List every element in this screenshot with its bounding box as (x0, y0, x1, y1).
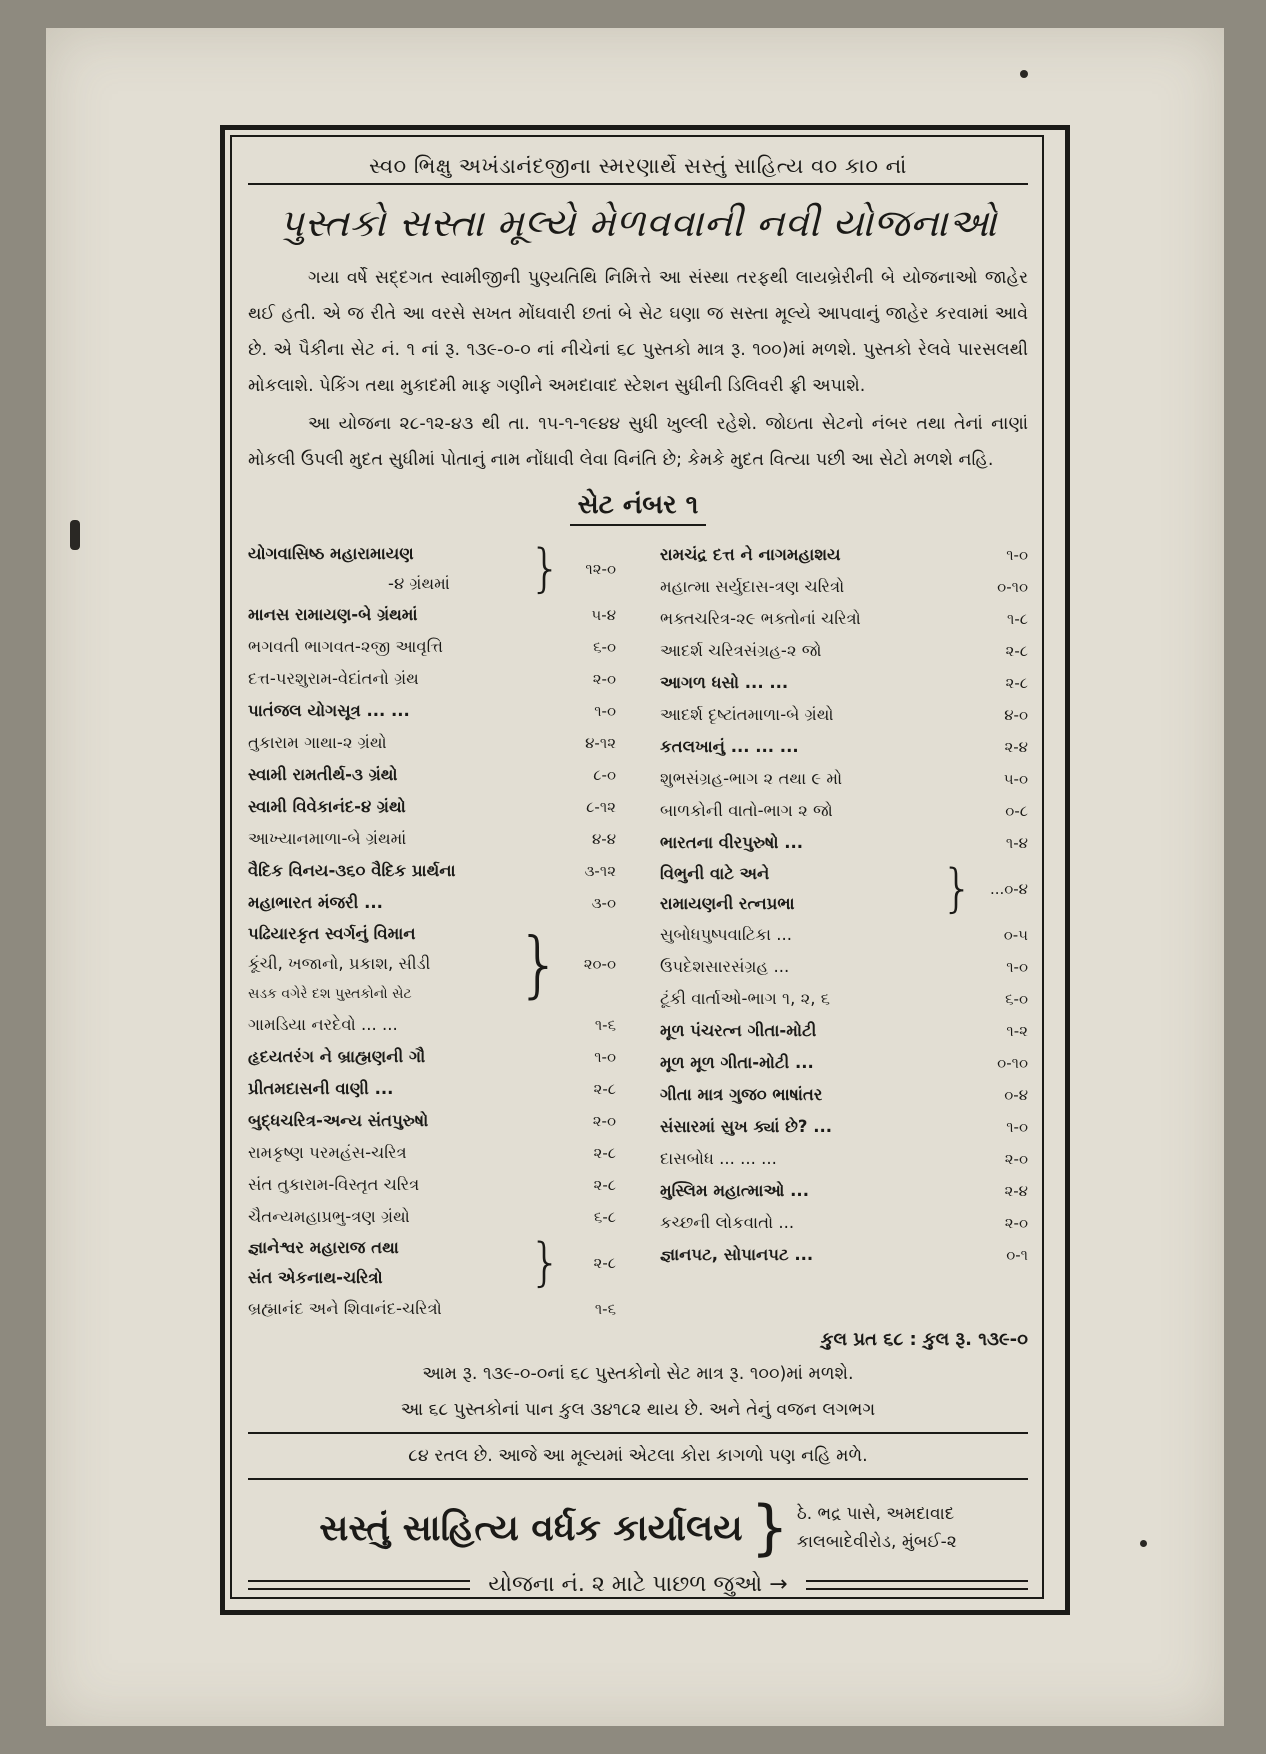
item-title: કચ્છની લોકવાતો ... (660, 1213, 795, 1232)
item-title: તુકારામ ગાથા-૨ ગ્રંથો (248, 733, 387, 752)
advertisement (248, 148, 1028, 1597)
ink-spot (1140, 1540, 1147, 1547)
item-title: પાતંજલ યોગસૂત્ર ... ... (248, 701, 410, 720)
item-title: સુબોધપુષ્પવાટિકા ... (660, 925, 792, 944)
item-price: ૦-૪ (1004, 1086, 1028, 1104)
note-line: આમ રૂ. ૧૩૯-૦-૦નાં ૬૮ પુસ્તકોનો સેટ માત્ર રૂ. ૧૦૦)માં મળશે. (422, 1364, 854, 1384)
divider (248, 1432, 1028, 1434)
brace: } (750, 1493, 789, 1563)
item-title: -૪ ગ્રંથમાં (388, 574, 450, 593)
list-item (248, 727, 616, 759)
item-title: ભગવતી ભાગવત-૨જી આવૃત્તિ (248, 637, 443, 656)
address-line: કાલબાદેવીરોડ, મુંબઈ-૨ (796, 1532, 957, 1552)
ink-spot (1020, 70, 1028, 78)
totals-row (248, 1329, 1028, 1350)
list-item (248, 539, 616, 599)
item-price: ૨-૦ (592, 1112, 616, 1130)
item-title: જ્ઞાનપટ, સોપાનપટ ... (660, 1245, 814, 1264)
item-price: ૧-૬ (594, 1016, 616, 1034)
item-price: ૨-૪ (1004, 1182, 1028, 1200)
divider (248, 1478, 1028, 1480)
list-item (660, 795, 1028, 827)
item-price: ૪-૦ (1004, 706, 1028, 724)
list-item (248, 663, 616, 695)
item-title: પ્રીતમદાસની વાણી ... (248, 1079, 394, 1098)
item-title: દત્ત-પરશુરામ-વેદાંતનો ગ્રંથ (248, 669, 419, 688)
item-title: સ્વામી વિવેકાનંદ-૪ ગ્રંથો (248, 797, 406, 816)
item-title: આગળ ધસો ... ... (660, 673, 789, 692)
item-title: ટૂંકી વાર્તાઓ-ભાગ ૧, ૨, ૬ (660, 989, 830, 1008)
divider (248, 183, 1028, 185)
book-list-right (660, 539, 1028, 1325)
list-item (248, 1105, 616, 1137)
list-item (660, 539, 1028, 571)
item-price: ૨-૮ (1005, 674, 1028, 692)
list-item (660, 667, 1028, 699)
list-item (660, 859, 1028, 919)
list-item (660, 1079, 1028, 1111)
set-heading-text: સેટ નંબર ૧ (570, 490, 707, 526)
item-title: ગામડિયા નરદેવો ... ... (248, 1015, 398, 1034)
list-item (660, 1015, 1028, 1047)
item-title: ઉપદેશસારસંગ્રહ ... (660, 957, 790, 976)
list-item (248, 599, 616, 631)
item-title: સંસારમાં સુખ ક્યાં છે? ... (660, 1117, 833, 1136)
list-item (248, 1041, 616, 1073)
item-title: રામકૃષ્ણ પરમહંસ-ચરિત્ર (248, 1143, 407, 1162)
address-line: ઠે. ભદ્ર પાસે, અમદાવાદ (796, 1504, 955, 1524)
item-title: મૂળ પંચરત્ન ગીતા-મોટી (660, 1021, 817, 1040)
list-item (660, 951, 1028, 983)
item-title: મહાભારત મંજરી ... (248, 893, 383, 912)
item-title: સંત એકનાથ-ચરિત્રો (248, 1268, 383, 1287)
list-item (660, 1239, 1028, 1271)
publisher-address (797, 1500, 957, 1556)
item-price: ૫-૦ (1003, 770, 1028, 788)
item-title: આદર્શ દૃષ્ટાંતમાળા-બે ગ્રંથો (660, 705, 834, 724)
note-line: ૮૪ રતલ છે. આજે આ મૂલ્યમાં એટલા કોરા કાગળો પણ નહિ મળે. (408, 1446, 868, 1466)
list-item (660, 699, 1028, 731)
item-title: મહાત્મા સર્યુદાસ-ત્રણ ચરિત્રો (660, 577, 845, 596)
item-price: ૨-૦ (592, 670, 616, 688)
item-price: ૬-૦ (1005, 990, 1028, 1008)
item-title: સ્વામી રામતીર્થ-૩ ગ્રંથો (248, 765, 398, 784)
item-price: ૬-૮ (593, 1208, 616, 1226)
item-title: પઢિયારકૃત સ્વર્ગનું વિમાન (248, 924, 416, 943)
list-item (660, 919, 1028, 951)
item-title: જ્ઞાનેશ્વર મહારાજ તથા (248, 1238, 399, 1257)
list-item (660, 1175, 1028, 1207)
item-price: ૦-૮ (1005, 802, 1028, 820)
intro-paragraph-2: આ યોજના ૨૮-૧૨-૪૩ થી તા. ૧૫-૧-૧૯૪૪ સુધી ખુલ્લી રહેશે. જોઇતા સેટનો નંબર તથા તેનાં નાણાં મોકલી ઉપલી મુદત સુધીમાં પોતાનું નામ નોંધાવી લેવા વિનંતિ છે; કેમકે મુદત વિત્યા પછી આ સેટો મળશે નહિ. (248, 414, 1028, 470)
item-price: ૩-૧૨ (584, 862, 616, 880)
item-title: વૈદિક વિનય-૩૬૦ વૈદિક પ્રાર્થના (248, 861, 456, 880)
item-price: ૧-૦ (1006, 1118, 1028, 1136)
list-item (248, 855, 616, 887)
item-price: ૫-૪ (591, 606, 616, 624)
item-title: યોગવાસિષ્ઠ મહારામાયણ (248, 544, 414, 563)
item-price: ૨-૮ (1005, 642, 1028, 660)
item-title: બાળકોની વાતો-ભાગ ૨ જો (660, 801, 833, 820)
list-item (248, 823, 616, 855)
list-item (660, 635, 1028, 667)
list-item (660, 731, 1028, 763)
item-title: બ્રહ્માનંદ અને શિવાનંદ-ચરિત્રો (248, 1299, 442, 1318)
item-price: ૨-૮ (593, 1254, 616, 1272)
item-price: ૦-૧૦ (997, 1054, 1028, 1072)
item-price: ૨-૮ (593, 1176, 616, 1194)
list-item (248, 1169, 616, 1201)
item-title: આખ્યાનમાળા-બે ગ્રંથમાં (248, 829, 407, 848)
item-price: ૪-૪ (591, 830, 616, 848)
list-item (248, 759, 616, 791)
item-price: ૨-૮ (593, 1144, 616, 1162)
item-title: ગીતા માત્ર ગુજ૦ ભાષાંતર (660, 1085, 823, 1104)
item-price: ૧૨-૦ (585, 560, 616, 578)
item-price: ૨૦-૦ (583, 955, 616, 973)
list-item (660, 1047, 1028, 1079)
item-price: ૧-૨ (1006, 1022, 1028, 1040)
item-price: ૦-૧ (1006, 1246, 1028, 1264)
item-price: ૧-૦ (1006, 958, 1028, 976)
item-price: ૬-૦ (593, 638, 616, 656)
note-line: આ ૬૮ પુસ્તકોનાં પાન કુલ ૩૪૧૮૨ થાય છે. અને તેનું વજન લગભગ (400, 1400, 876, 1420)
item-price: ૮-૦ (593, 766, 616, 784)
item-title: ભારતના વીરપુરુષો ... (660, 833, 804, 852)
item-price: ૧-૪ (1005, 834, 1028, 852)
publisher-name: સસ્તું સાહિત્ય વર્ધક કાર્યાલય (319, 1506, 743, 1549)
brace: } (940, 859, 974, 919)
page-title: પુસ્તકો સસ્તા મૂલ્યે મેળવવાની નવી યોજનાઓ (279, 201, 997, 245)
item-price: ૨-૪ (1004, 738, 1028, 756)
brace: } (528, 539, 562, 599)
item-price: ૧-૦ (1006, 546, 1028, 564)
list-item (248, 1073, 616, 1105)
list-item (248, 1293, 616, 1325)
see-overleaf (248, 1572, 1028, 1597)
item-price: ...૦-૪ (989, 880, 1028, 898)
item-price: ૪-૧૨ (585, 734, 616, 752)
item-title: રામચંદ્ર દત્ત ને નાગમહાશય (660, 545, 841, 564)
item-title: કતલખાનું ... ... ... (660, 737, 799, 756)
item-price: ૨-૦ (1004, 1214, 1028, 1232)
ink-spot (70, 520, 80, 550)
item-price: ૧-૦ (594, 1048, 616, 1066)
item-price: ૨-૦ (1004, 1150, 1028, 1168)
list-item (248, 919, 616, 1009)
item-title: શુભસંગ્રહ-ભાગ ૨ તથા ૯ મો (660, 769, 843, 788)
list-item (248, 1009, 616, 1041)
list-item (248, 887, 616, 919)
item-title: સંત તુકારામ-વિસ્તૃત ચરિત્ર (248, 1175, 420, 1194)
item-title: માનસ રામાયણ-બે ગ્રંથમાં (248, 605, 418, 624)
item-price: ૮-૧૨ (586, 798, 616, 816)
subtitle: સ્વ૦ ભિક્ષુ અખંડાનંદજીના સ્મરણાર્થે સસ્તું સાહિત્ય વ૦ કા૦ નાં (369, 154, 907, 178)
brace: } (516, 922, 562, 1006)
list-item (248, 1201, 616, 1233)
item-title: ચૈતન્યમહાપ્રભુ-ત્રણ ગ્રંથો (248, 1207, 410, 1226)
item-title: દાસબોધ ... ... ... (660, 1149, 777, 1168)
item-title: મૂળ મૂળ ગીતા-મોટી ... (660, 1053, 814, 1072)
item-title: હૃદયતરંગ ને બ્રાહ્મણની ગૌ (248, 1047, 426, 1066)
item-price: ૧-૦ (594, 702, 616, 720)
item-title: રામાયણની રત્નપ્રભા (660, 894, 795, 913)
set-heading (248, 490, 1028, 521)
item-title: આદર્શ ચરિત્રસંગ્રહ-૨ જો (660, 641, 822, 660)
list-item (660, 1207, 1028, 1239)
rule-right (806, 1580, 1028, 1590)
list-item (248, 695, 616, 727)
rule-left (248, 1580, 470, 1590)
list-item (660, 763, 1028, 795)
item-price: ૦-૧૦ (997, 578, 1028, 596)
item-title: ભક્તચરિત્ર-૨૯ ભક્તોનાં ચરિત્રો (660, 609, 861, 628)
list-item (660, 983, 1028, 1015)
list-item (248, 1137, 616, 1169)
list-item (248, 1233, 616, 1293)
item-title: મુસ્લિમ મહાત્માઓ ... (660, 1181, 809, 1200)
item-price: ૦-૫ (1003, 926, 1028, 944)
item-price: ૧-૬ (594, 1300, 616, 1318)
item-price: ૩-૦ (591, 894, 616, 912)
totals: કુલ પ્રત ૬૮ : કુલ રૂ. ૧૩૯-૦ (820, 1329, 1028, 1350)
list-item (660, 603, 1028, 635)
list-item (248, 791, 616, 823)
list-item (660, 1111, 1028, 1143)
list-item (660, 571, 1028, 603)
brace: } (528, 1233, 562, 1293)
see-overleaf-text: યોજના નં. ૨ માટે પાછળ જુઓ → (488, 1572, 788, 1597)
book-list (248, 539, 1028, 1325)
list-item (660, 1143, 1028, 1175)
item-title: વિભુની વાટે અને (660, 864, 770, 883)
item-price: ૨-૮ (593, 1080, 616, 1098)
intro-paragraph-1: ગયા વર્ષે સદ્દગત સ્વામીજીની પુણ્યતિથિ નિમિત્તે આ સંસ્થા તરફથી લાયબ્રેરીની બે યોજનાઓ જાહેર થઈ હતી. એ જ રીતે આ વરસે સખત મોંઘવારી છતાં બે સેટ ઘણા જ સસ્તા મૂલ્યે આપવાનું જાહેર કરવામાં આવે છે. એ પૈકીના સેટ નં. ૧ નાં રૂ. ૧૩૯-૦-૦ નાં નીચેનાં ૬૮ પુસ્તકો માત્ર રૂ. ૧૦૦)માં મળશે. પુસ્તકો રેલવે પારસલથી મોકલાશે. પેકિંગ તથા મુકાદમી માફ ગણીને અમદાવાદ સ્ટેશન સુધીની ડિલિવરી ફ્રી અપાશે. (248, 268, 1028, 396)
publisher-block (248, 1493, 1028, 1563)
item-title: કૂંચી, ખજાનો, પ્રકાશ, સીડી (248, 954, 431, 973)
list-item (248, 631, 616, 663)
item-title: બુદ્ધચરિત્ર-અન્ય સંતપુરુષો (248, 1111, 429, 1130)
book-list-left (248, 539, 616, 1325)
item-title: સડક વગેરે દશ પુસ્તકોનો સેટ (248, 986, 412, 1002)
item-price: ૧-૮ (1006, 610, 1028, 628)
list-item (660, 827, 1028, 859)
